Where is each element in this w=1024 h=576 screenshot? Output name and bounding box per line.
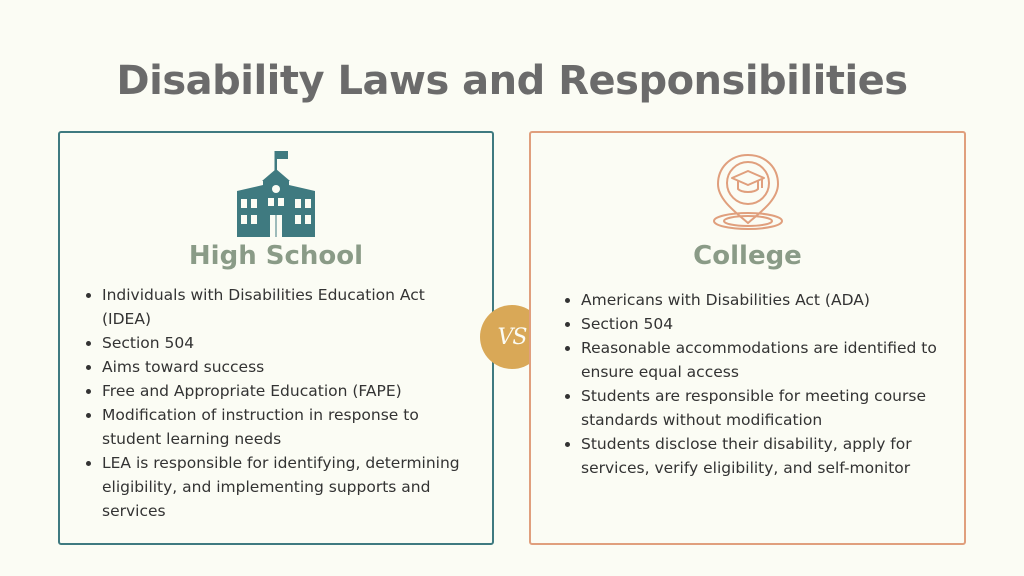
list-item: Aims toward success <box>82 355 462 379</box>
college-heading: College <box>693 241 802 271</box>
school-building-icon <box>237 151 315 237</box>
list-item: Reasonable accommodations are identified to ensure equal access <box>561 336 966 384</box>
page-title: Disability Laws and Responsibilities <box>116 58 908 104</box>
list-item: Free and Appropriate Education (FAPE) <box>82 379 462 403</box>
list-item: Individuals with Disabilities Education Act (IDEA) <box>82 283 462 331</box>
list-item: Students are responsible for meeting course standards without modification <box>561 384 966 432</box>
high-school-heading: High School <box>188 241 364 271</box>
high-school-card <box>58 131 494 545</box>
college-list <box>561 288 966 480</box>
list-item: Section 504 <box>561 312 966 336</box>
list-item: Students disclose their disability, apply for services, verify eligibility, and self-monitor <box>561 432 966 480</box>
graduation-cap-pin-icon <box>710 153 786 231</box>
list-item: LEA is responsible for identifying, determining eligibility, and implementing supports and services <box>82 451 462 523</box>
list-item: Americans with Disabilities Act (ADA) <box>561 288 966 312</box>
list-item: Section 504 <box>82 331 462 355</box>
list-item: Modification of instruction in response to student learning needs <box>82 403 462 451</box>
college-card <box>529 131 966 545</box>
vs-badge: VS <box>480 305 544 369</box>
high-school-list <box>82 283 462 523</box>
